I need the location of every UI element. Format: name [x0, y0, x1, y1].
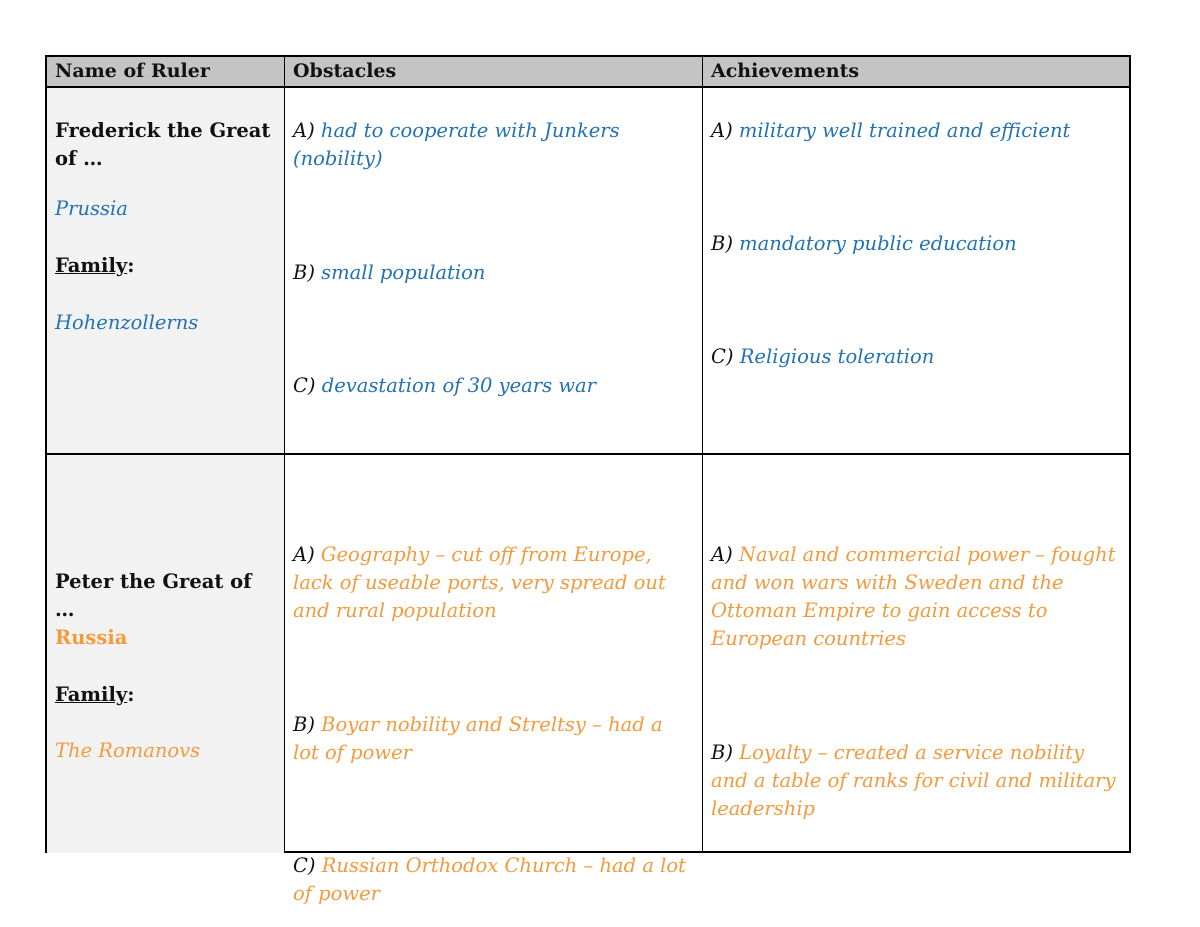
achievement-item — [711, 541, 1119, 653]
obstacles-cell — [285, 88, 702, 453]
item-text: mandatory public education — [739, 232, 1017, 255]
item-label: C) — [293, 854, 316, 877]
item-text: devastation of 30 years war — [321, 374, 596, 397]
item-text: Religious toleration — [739, 345, 935, 368]
ruler-cell — [47, 455, 284, 853]
obstacles-cell — [285, 455, 702, 905]
achievement-item — [711, 739, 1119, 823]
family-colon: : — [127, 254, 135, 277]
obstacle-item — [293, 259, 692, 287]
column-divider — [702, 57, 703, 86]
header-name-of-ruler: Name of Ruler — [55, 60, 210, 82]
item-label: B) — [711, 232, 733, 255]
item-text: Loyalty – created a service nobility and a table of ranks for civil and military leadership — [711, 741, 1116, 820]
ruler-family: Hohenzollerns — [55, 311, 199, 334]
achievements-cell — [703, 88, 1129, 453]
achievement-item — [711, 117, 1119, 145]
item-label: B) — [711, 741, 733, 764]
header-achievements: Achievements — [711, 60, 860, 82]
obstacle-item — [293, 117, 692, 173]
item-label: A) — [293, 119, 315, 142]
column-divider — [284, 455, 285, 853]
ruler-name: Frederick the Great of … — [55, 119, 271, 170]
header-obstacles: Obstacles — [293, 60, 397, 82]
column-divider — [284, 88, 285, 453]
table-row-frederick — [47, 88, 1129, 455]
ruler-cell — [47, 88, 284, 453]
ruler-country: Russia — [55, 626, 128, 649]
ruler-name: Peter the Great of … — [55, 570, 252, 621]
item-text: Naval and commercial power – fought and won wars with Sweden and the Ottoman Empire to gain access to European countries — [711, 543, 1116, 650]
family-label: Family — [55, 683, 128, 706]
item-label: A) — [711, 119, 733, 142]
obstacle-item — [293, 711, 692, 767]
item-text: Geography – cut off from Europe, lack of useable ports, very spread out and rural population — [293, 543, 666, 622]
item-text: Boyar nobility and Streltsy – had a lot of power — [293, 713, 663, 764]
achievement-item — [711, 343, 1119, 371]
column-divider — [284, 57, 285, 86]
achievements-cell — [703, 455, 1129, 853]
item-label: B) — [293, 261, 315, 284]
obstacle-item — [293, 372, 692, 400]
table-header-row — [47, 57, 1129, 88]
item-label: C) — [293, 374, 316, 397]
item-text: military well trained and efficient — [738, 119, 1071, 142]
column-divider — [702, 88, 703, 453]
table-row-peter — [47, 455, 1129, 905]
item-text: small population — [321, 261, 486, 284]
achievement-item — [711, 230, 1119, 258]
item-label: A) — [293, 543, 315, 566]
family-heading — [55, 681, 274, 709]
rulers-table — [45, 55, 1131, 905]
ruler-family: The Romanovs — [55, 739, 201, 762]
item-text: Russian Orthodox Church – had a lot of power — [293, 854, 686, 905]
item-label: B) — [293, 713, 315, 736]
item-label: A) — [711, 543, 733, 566]
family-label: Family — [55, 254, 128, 277]
ruler-country: Prussia — [55, 197, 128, 220]
column-divider — [702, 455, 703, 853]
family-heading — [55, 252, 274, 280]
obstacle-item — [293, 541, 692, 625]
obstacle-item — [293, 852, 692, 908]
item-text: had to cooperate with Junkers (nobility) — [293, 119, 620, 170]
family-colon: : — [127, 683, 135, 706]
item-label: C) — [711, 345, 734, 368]
